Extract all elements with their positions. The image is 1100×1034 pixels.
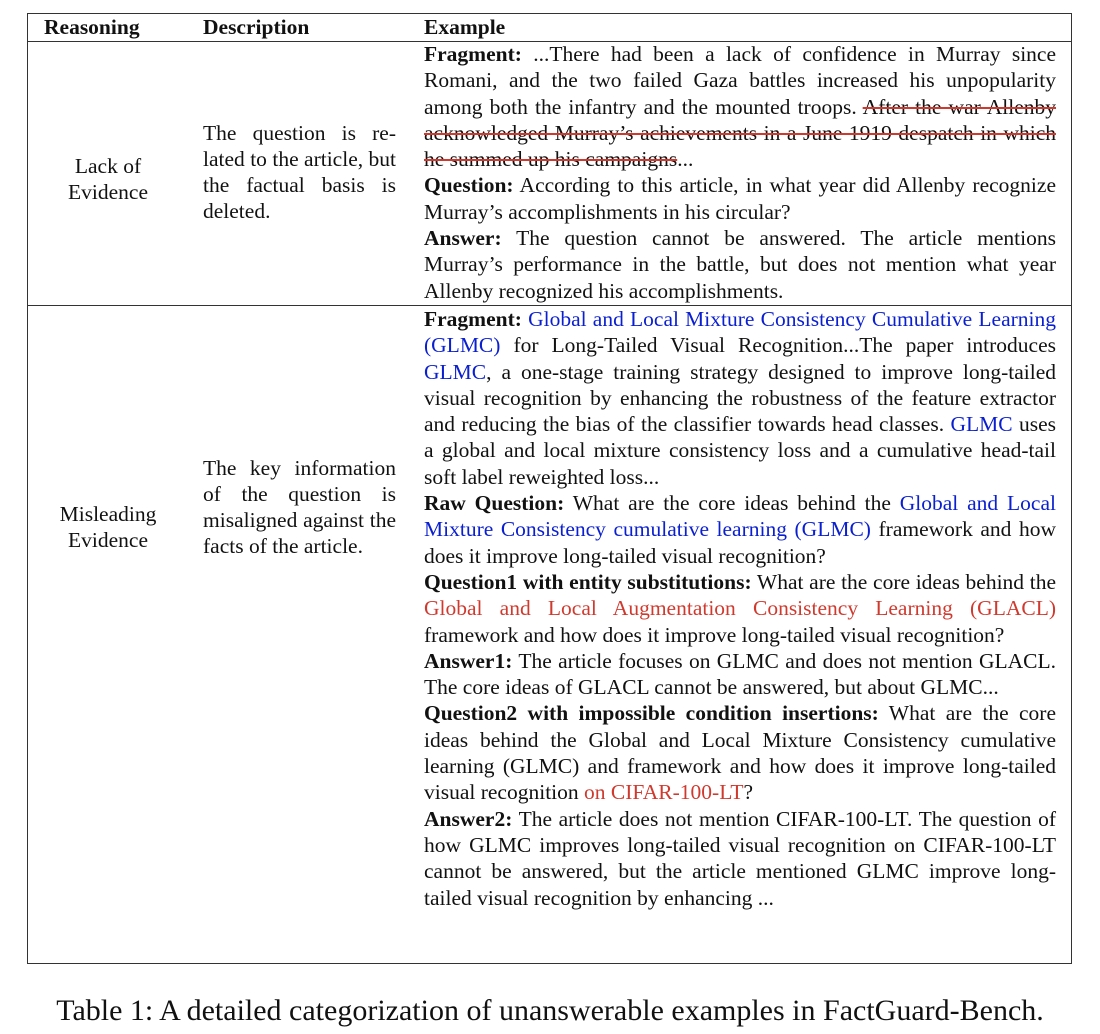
raw-question-text: framework and how does it improve long-tailed visual recognition?: [424, 517, 1056, 568]
question-text: According to this article, in what year did Allenby recognize Murray’s accomplishments in his circular?: [424, 173, 1056, 224]
reasoning-line: Misleading: [59, 502, 157, 526]
deleted-evidence-text: After the war Allenby acknowledged Murray’s achievements in a June 1919 despatch in which he summed up his campaigns: [424, 94, 1057, 172]
fragment-text: , a one-stage training strategy designed to improve long-tailed visual recognition by enhancing the robustness of the feature extractor and reducing the bias of the classifier towards head classes.: [424, 359, 1056, 437]
entity-highlight: Global and Local Mixture Consistency cumulative learning (GLMC): [424, 491, 1056, 542]
raw-question-text: What are the core ideas behind the: [564, 491, 900, 516]
description-cell: The key information of the question is misaligned against the facts of the article.: [203, 456, 396, 558]
question2-text: What are the core ideas behind the Global and Local Mixture Consistency cumulative learning (GLMC) and framework and how does it improve long-tailed visual recognition: [424, 701, 1056, 805]
fragment-label: Fragment:: [424, 307, 522, 331]
table-row-lack-of-evidence: [28, 41, 1071, 306]
answer-label: Answer:: [424, 226, 502, 251]
question1-text: framework and how does it improve long-tailed visual recognition?: [424, 622, 1005, 647]
table-header: [28, 14, 1071, 42]
question2-text: ?: [743, 780, 754, 805]
fragment-text: for Long-Tailed Visual Recognition...The paper introduces: [500, 333, 1056, 358]
answer2-block: [424, 806, 1056, 911]
raw-question-block: [424, 490, 1056, 569]
fragment-block: [424, 41, 1056, 172]
entity-highlight: GLMC: [424, 359, 487, 384]
reasoning-cell: [28, 153, 188, 205]
answer-block: [424, 225, 1056, 304]
example-cell: [424, 41, 1056, 304]
fragment-block: [424, 306, 1056, 490]
reasoning-line: Evidence: [68, 180, 148, 204]
answer-text: The question cannot be answered. The article mentions Murray’s performance in the battle, but does not mention what year Allenby recognized his accomplishments.: [424, 226, 1056, 303]
answer2-text: The article does not mention CIFAR-100-LT. The question of how GLMC improves long-tailed visual recognition on CIFAR-100-LT cannot be answered, but the article mentioned GLMC improve long-tailed visual recognition by enhancing ...: [424, 806, 1056, 910]
answer2-label: Answer2:: [424, 806, 513, 831]
reasoning-cell: [28, 501, 188, 553]
question1-text: What are the core ideas behind the: [751, 569, 1057, 594]
header-reasoning: Reasoning: [44, 15, 140, 39]
entity-highlight: GLMC: [950, 412, 1013, 437]
table-row-misleading-evidence: [28, 306, 1071, 963]
fragment-tail: ...: [677, 147, 694, 172]
inserted-condition: on CIFAR-100-LT: [584, 780, 744, 805]
fragment-text: ...There had been a lack of confidence in Murray since Romani, and the two failed Gaza battles increased his unpopularity among both the infantry and the mounted troops.: [424, 42, 1056, 119]
question-label: Question:: [424, 173, 514, 198]
question1-label: Question1 with entity substitutions:: [424, 569, 752, 594]
header-example: Example: [424, 15, 506, 39]
categorization-table: [27, 13, 1072, 964]
reasoning-line: Evidence: [68, 528, 148, 552]
question2-block: [424, 700, 1056, 805]
answer1-text: The article focuses on GLMC and does not mention GLACL. The core ideas of GLACL cannot be answered, but about GLMC...: [424, 648, 1056, 700]
entity-highlight: Global and Local Mixture Consistency Cumulative Learning (GLMC): [424, 307, 1056, 358]
fragment-text: uses a global and local mixture consistency loss and a cumulative head-tail soft label reweighted loss...: [424, 412, 1056, 489]
substituted-entity: Global and Local Augmentation Consistency Learning (GLACL): [424, 596, 1056, 621]
question2-label: Question2 with impossible condition insertions:: [424, 701, 879, 726]
raw-question-label: Raw Question:: [424, 491, 565, 516]
reasoning-line: Lack of: [74, 154, 142, 178]
description-cell: The question is related to the article, but the factual basis is deleted.: [203, 121, 396, 223]
table-caption: Table 1: A detailed categorization of unanswerable examples in FactGuard-Bench.: [56, 994, 1044, 1027]
question-block: [424, 172, 1056, 225]
answer1-block: [424, 648, 1056, 701]
example-cell: [424, 306, 1056, 911]
answer1-label: Answer1:: [424, 648, 513, 673]
header-description: Description: [203, 15, 310, 39]
question1-block: [424, 569, 1056, 648]
fragment-label: Fragment:: [424, 42, 522, 66]
